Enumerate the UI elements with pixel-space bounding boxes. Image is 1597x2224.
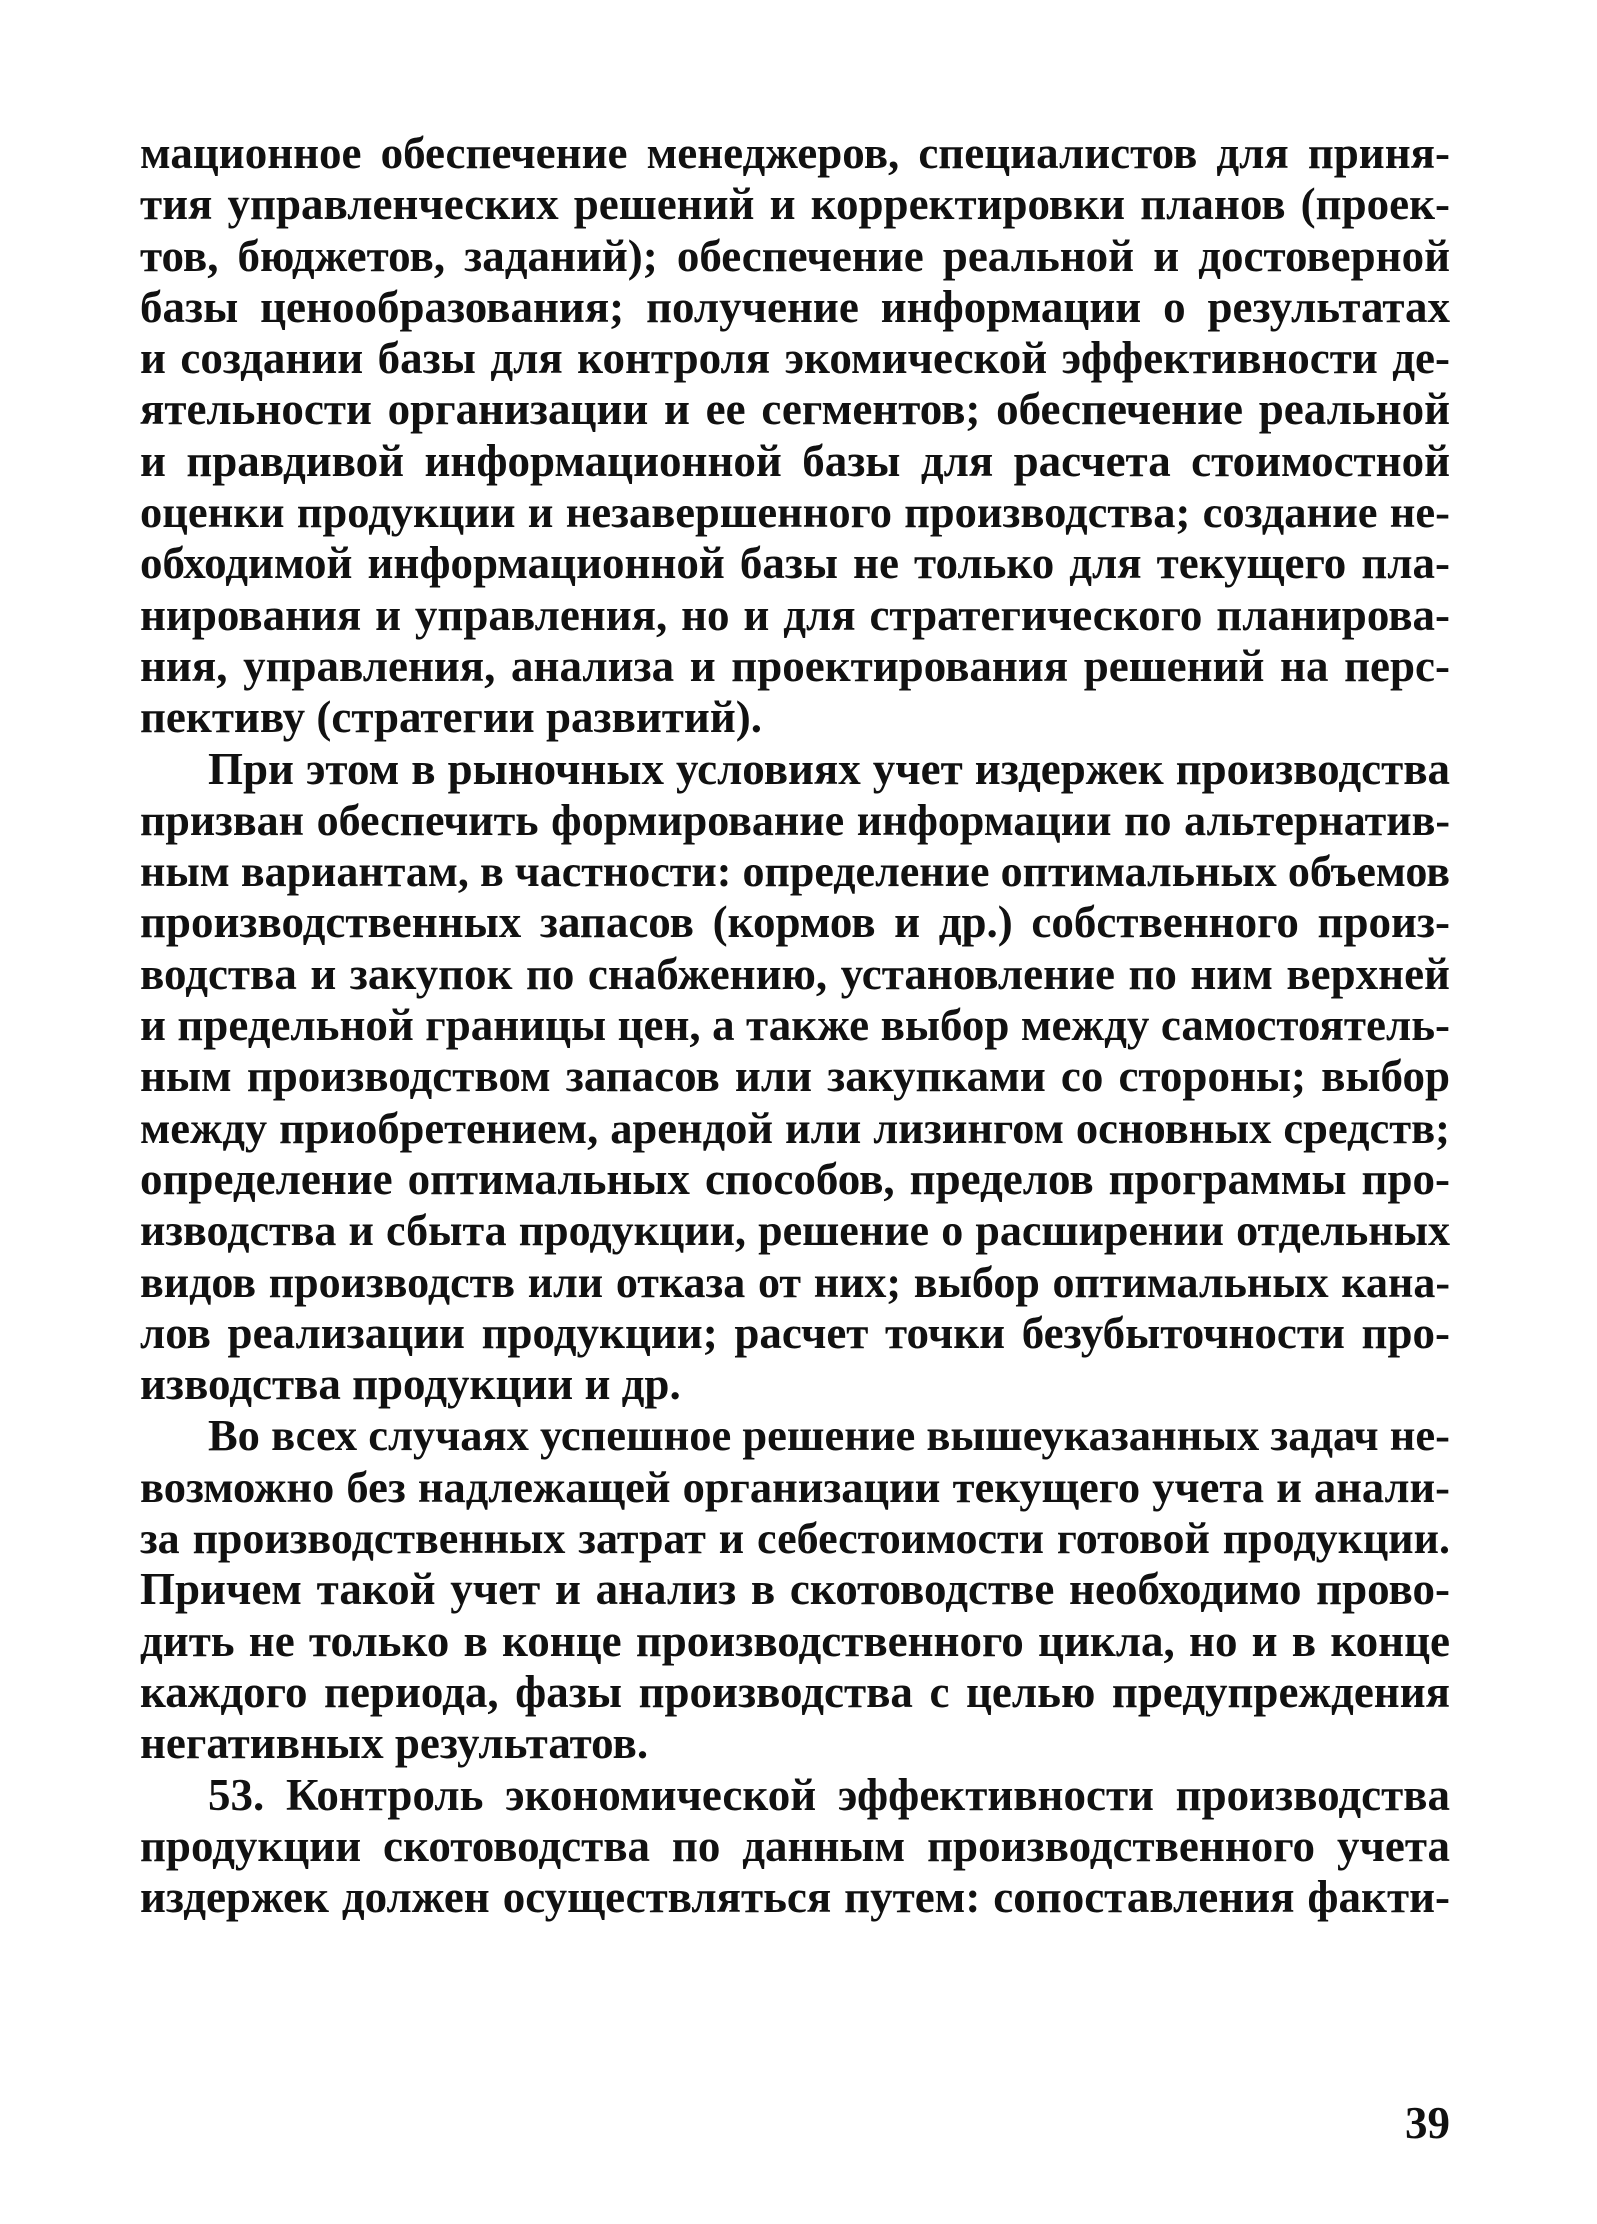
text-line: негативных результатов.	[140, 1718, 649, 1769]
text-line: дить не только в конце производственного цикла, но и в конце	[140, 1615, 1450, 1666]
text-line: пективу (стратегии развитий).	[140, 692, 763, 743]
page-number: 39	[1405, 2098, 1450, 2148]
text-line: и правдивой информационной базы для расчета стоимостной	[140, 435, 1450, 486]
text-line: тия управленческих решений и корректировки планов (проек-	[140, 179, 1450, 230]
text-line: и предельной границы цен, а также выбор между самостоятель-	[140, 1000, 1450, 1051]
body-text	[140, 128, 1450, 1923]
text-line: ния, управления, анализа и проектирования решений на перс-	[140, 640, 1450, 691]
text-line: оценки продукции и незавершенного производства; создание не-	[140, 487, 1450, 538]
text-line: видов производств или отказа от них; выбор оптимальных кана-	[140, 1257, 1450, 1307]
text-line: за производственных затрат и себестоимости готовой продукции.	[140, 1514, 1450, 1564]
text-line: издержек должен осуществляться путем: сопоставления факти-	[140, 1872, 1450, 1923]
text-line: ным производством запасов или закупками со стороны; выбор	[140, 1051, 1450, 1102]
text-line: между приобретением, арендой или лизингом основных средств;	[140, 1102, 1450, 1153]
text-line: изводства и сбыта продукции, решение о расширении отдельных	[140, 1206, 1450, 1256]
text-line: производственных запасов (кормов и др.) собственного произ-	[140, 897, 1450, 948]
text-line: мационное обеспечение менеджеров, специалистов для приня-	[140, 128, 1450, 178]
text-line: Во всех случаях успешное решение вышеуказанных задач не-	[208, 1410, 1450, 1461]
text-line: возможно без надлежащей организации текущего учета и анали-	[140, 1461, 1450, 1512]
text-line: При этом в рыночных условиях учет издержек производства	[208, 743, 1450, 794]
text-line: водства и закупок по снабжению, установление по ним верхней	[140, 948, 1450, 999]
text-line: нирования и управления, но и для стратегического планирова-	[140, 589, 1450, 640]
text-line: обходимой информационной базы не только для текущего пла-	[140, 538, 1450, 589]
text-line: и создании базы для контроля экомической эффективности де-	[140, 333, 1450, 384]
text-line: определение оптимальных способов, пределов программы про-	[140, 1153, 1450, 1204]
text-line: 53. Контроль экономической эффективности производства	[208, 1769, 1450, 1820]
text-line: лов реализации продукции; расчет точки безубыточности про-	[140, 1307, 1450, 1358]
text-line: ным вариантам, в частности: определение оптимальных объемов	[140, 847, 1450, 897]
text-line: ятельности организации и ее сегментов; обеспечение реальной	[140, 384, 1450, 435]
text-line: призван обеспечить формирование информации по альтернатив-	[140, 795, 1450, 845]
text-line: каждого периода, фазы производства с целью предупреждения	[140, 1666, 1450, 1717]
text-line: тов, бюджетов, заданий); обеспечение реальной и достоверной	[140, 230, 1450, 281]
text-line: продукции скотоводства по данным производственного учета	[140, 1820, 1450, 1871]
text-line: Причем такой учет и анализ в скотоводстве необходимо прово-	[140, 1564, 1450, 1615]
text-line: изводства продукции и др.	[140, 1359, 681, 1410]
text-line: базы ценообразования; получение информации о результатах	[140, 281, 1450, 332]
